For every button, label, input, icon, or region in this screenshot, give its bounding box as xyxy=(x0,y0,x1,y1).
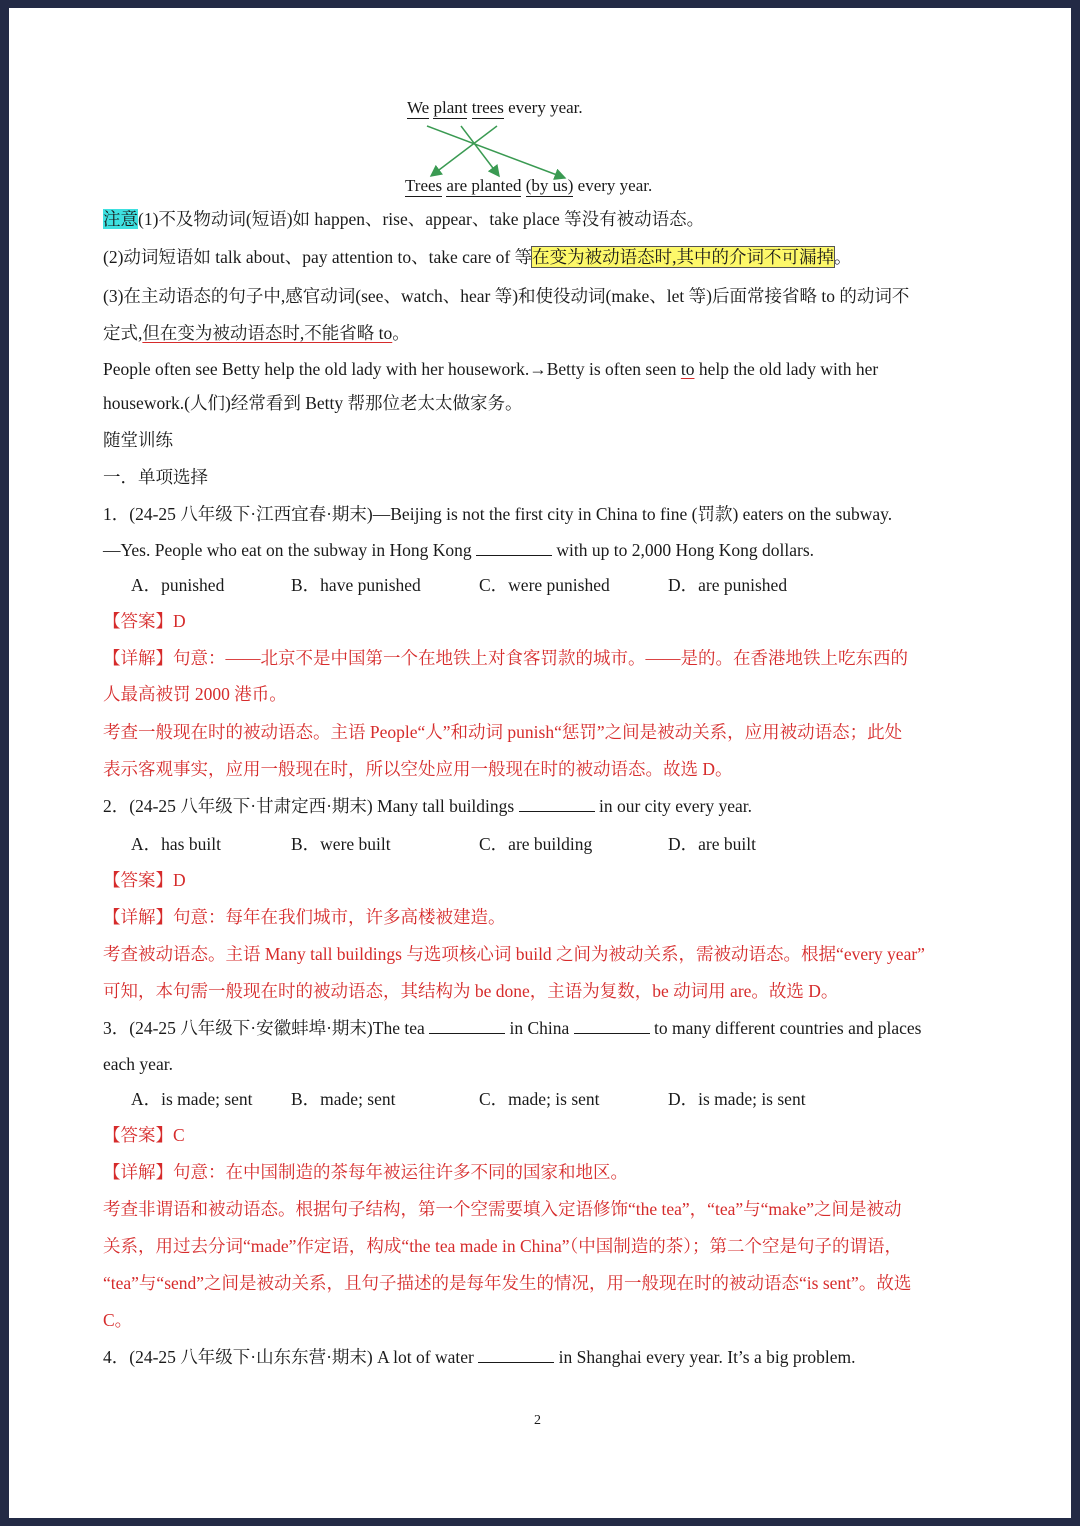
q3-option-a: A．is made; sent xyxy=(131,1089,253,1109)
q1-detail-1: 【详解】句意：——北京不是中国第一个在地铁上对食客罚款的城市。——是的。在香港地铁上吃东西的 xyxy=(103,648,908,668)
q3-answer: 【答案】C xyxy=(103,1125,185,1145)
q1-blank xyxy=(476,539,552,556)
q3-line-1: 3．(24-25 八年级下·安徽蚌埠·期末)The tea in China to many different countries and places xyxy=(103,1018,922,1038)
page-number: 2 xyxy=(534,1413,541,1428)
example-underline-to: to xyxy=(680,359,695,379)
diagram-word-we: We xyxy=(407,98,430,117)
q3-detail-1: 【详解】句意：在中国制造的茶每年被运往许多不同的国家和地区。 xyxy=(103,1162,628,1182)
arrow-we-to-by-us xyxy=(427,126,565,178)
q3-line-2: each year. xyxy=(103,1054,173,1074)
q2-answer: 【答案】D xyxy=(103,870,186,890)
q2-option-c: C．are building xyxy=(479,834,593,854)
q1-option-b: B．have punished xyxy=(291,575,421,595)
q4-blank xyxy=(478,1346,554,1363)
q4-line-1: 4．(24-25 八年级下·山东东营·期末) A lot of water in Shanghai every year. It’s a big problem. xyxy=(103,1347,856,1367)
diagram-word-every-year-2: every year. xyxy=(577,176,653,195)
q3-detail-2: 考查非谓语和被动语态。根据句子结构，第一个空需要填入定语修饰“the tea”，“tea”与“make”之间是被动 xyxy=(103,1199,902,1219)
note-tag: 注意 xyxy=(103,209,138,229)
q2-detail-3: 可知，本句需一般现在时的被动语态，其结构为 be done，主语为复数，be 动词用 are。故选 D。 xyxy=(103,981,839,1001)
diagram-word-trees-cap: Trees xyxy=(405,176,443,195)
q2-detail-1: 【详解】句意：每年在我们城市，许多高楼被建造。 xyxy=(103,907,506,927)
q1-detail-2: 人最高被罚 2000 港币。 xyxy=(103,684,287,704)
note-highlight: 在变为被动语态时,其中的介词不可漏掉 xyxy=(532,247,834,267)
q2-option-d: D．are built xyxy=(668,834,756,854)
q3-detail-5: C。 xyxy=(103,1310,133,1330)
diagram-word-are-planted: are planted xyxy=(446,176,522,195)
arrow-trees-to-subject xyxy=(431,126,497,176)
diagram-word-plant: plant xyxy=(433,98,468,117)
q3-detail-3: 关系，用过去分词“made”作定语，构成“the tea made in China”（中国制造的茶）；第二个空是句子的谓语， xyxy=(103,1236,903,1256)
note-underline: 但在变为被动语态时,不能省略 to xyxy=(142,323,393,343)
note-line-2: (2)动词短语如 talk about、pay attention to、take care of 等在变为被动语态时,其中的介词不可漏掉。 xyxy=(103,247,852,267)
q1-option-a: A．punished xyxy=(131,575,225,595)
note-line-3: (3)在主动语态的句子中,感官动词(see、watch、hear 等)和使役动词(make、let 等)后面常接省略 to 的动词不 xyxy=(103,286,910,306)
q3-blank-1 xyxy=(429,1017,505,1034)
q2-option-a: A．has built xyxy=(131,834,221,854)
q3-option-c: C．made; is sent xyxy=(479,1089,600,1109)
q3-option-d: D．is made; is sent xyxy=(668,1089,806,1109)
q1-answer: 【答案】D xyxy=(103,611,186,631)
q3-blank-2 xyxy=(574,1017,650,1034)
section-title: 随堂训练 xyxy=(103,430,173,450)
note-line-1: 注意(1)不及物动词(短语)如 happen、rise、appear、take place 等没有被动语态。 xyxy=(103,209,705,229)
q3-option-b: B．made; sent xyxy=(291,1089,396,1109)
active-passive-diagram xyxy=(399,96,689,200)
q2-line-1: 2．(24-25 八年级下·甘肃定西·期末) Many tall buildings in our city every year. xyxy=(103,796,753,816)
example-line-1: People often see Betty help the old lady with her housework.→Betty is often seen to help the old lady with her xyxy=(103,359,879,379)
diagram-passive-sentence xyxy=(405,176,652,196)
diagram-word-every-year: every year. xyxy=(508,98,583,117)
document-page xyxy=(9,8,1071,1518)
diagram-word-by-us: (by us) xyxy=(525,176,574,195)
q1-line-2: —Yes. People who eat on the subway in Hong Kong with up to 2,000 Hong Kong dollars. xyxy=(103,540,815,560)
q3-detail-4: “tea”与“send”之间是被动关系，且句子描述的是每年发生的情况，用一般现在时的被动语态“is sent”。故选 xyxy=(103,1273,912,1293)
q1-detail-4: 表示客观事实，应用一般现在时，所以空处应用一般现在时的被动语态。故选 D。 xyxy=(103,759,733,779)
q1-line-1: 1．(24-25 八年级下·江西宜春·期末)—Beijing is not the first city in China to fine (罚款) eaters on the subway. xyxy=(103,504,893,524)
q1-detail-3: 考查一般现在时的被动语态。主语 People“人”和动词 punish“惩罚”之间是被动关系，应用被动语态；此处 xyxy=(103,722,903,742)
diagram-word-trees: trees xyxy=(471,98,504,117)
q1-option-d: D．are punished xyxy=(668,575,788,595)
part-title: 一．单项选择 xyxy=(103,467,208,487)
q2-option-b: B．were built xyxy=(291,834,391,854)
q2-blank xyxy=(519,795,595,812)
example-line-2: housework.(人们)经常看到 Betty 帮那位老太太做家务。 xyxy=(103,393,523,413)
q2-detail-2: 考查被动语态。主语 Many tall buildings 与选项核心词 build 之间为被动关系，需被动语态。根据“every year” xyxy=(103,944,925,964)
q1-option-c: C．were punished xyxy=(479,575,610,595)
note-line-4: 定式,但在变为被动语态时,不能省略 to。 xyxy=(103,323,410,343)
